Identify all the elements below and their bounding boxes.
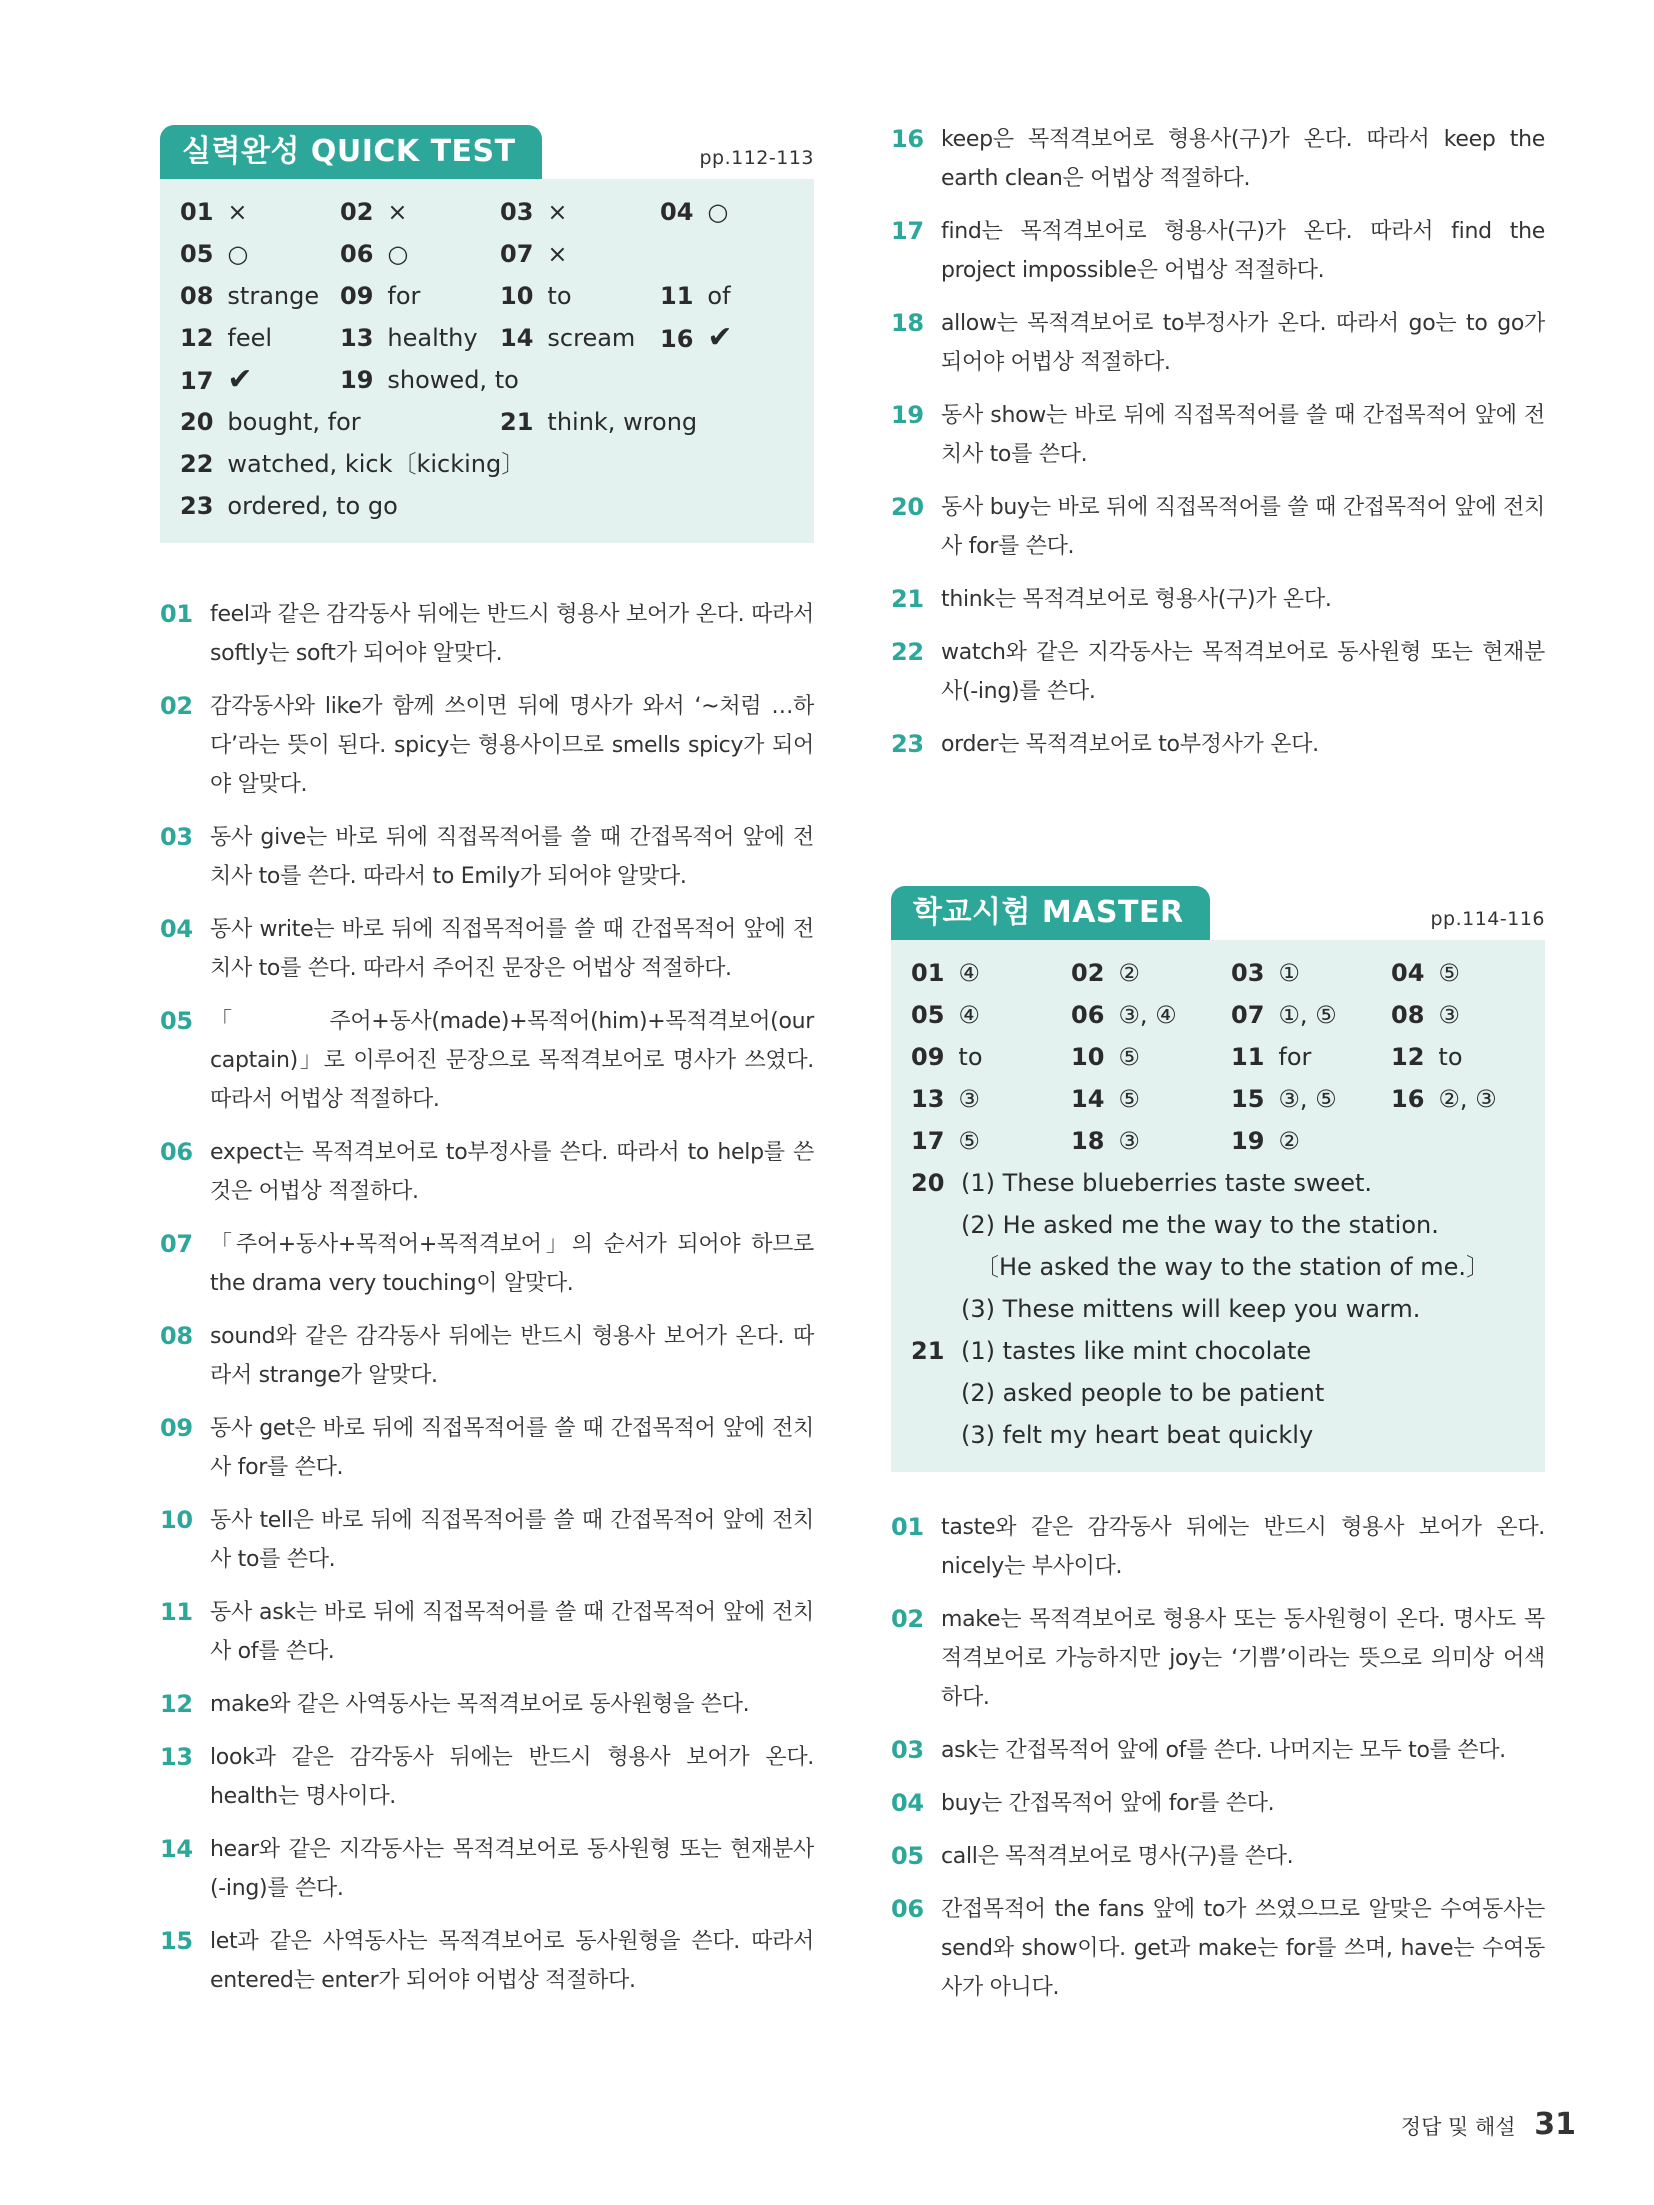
- master-written-answers: [911, 1162, 1545, 1456]
- answer-item: 14 ⑤: [1071, 1085, 1140, 1113]
- check-mark-icon: ✔: [227, 362, 253, 397]
- explanation-item: 03 ask는 간접목적어 앞에 of를 쓴다. 나머지는 모두 to를 쓴다.: [891, 1736, 1506, 1764]
- explanation-item: 03 동사 give는 바로 뒤에 직접목적어를 쓸 때 간접목적어 앞에 전치사 to를 쓴다. 따라서 to Emily가 되어야 알맞다.: [160, 823, 814, 889]
- master-section: [891, 886, 1545, 2007]
- quick-test-answer-grid: [180, 191, 814, 527]
- explanation-item: 05 call은 목적격보어로 명사(구)를 쓴다.: [891, 1842, 1294, 1870]
- answer-item: 11 for: [1231, 1043, 1312, 1071]
- answer-item: 23 ordered, to go: [180, 492, 398, 520]
- answer-item: 13 ③: [911, 1085, 980, 1113]
- quick-test-answer-box: [160, 179, 814, 543]
- page-number: 31: [1534, 2107, 1576, 2142]
- answer-item: 02 ②: [1071, 959, 1140, 987]
- explanation-item: 04 buy는 간접목적어 앞에 for를 쓴다.: [891, 1789, 1275, 1817]
- master-header: [891, 886, 1545, 940]
- explanation-item: 06 간접목적어 the fans 앞에 to가 쓰였으므로 알맞은 수여동사는 send와 show이다. get과 make는 for를 쓰며, have는 수여동사가 아니다.: [891, 1895, 1545, 2000]
- master-title: 학교시험 MASTER: [891, 886, 1210, 940]
- quick-test-pages: pp.112-113: [699, 147, 814, 169]
- answer-item: 06 ③, ④: [1071, 1001, 1177, 1029]
- answer-item: 10 to: [500, 282, 572, 310]
- answer-item: 08 ③: [1391, 1001, 1460, 1029]
- answer-item: 03 ×: [500, 198, 568, 226]
- written-answer-line: (2) asked people to be patient: [961, 1379, 1325, 1407]
- right-column: [891, 120, 1545, 2021]
- master-explanations: [891, 1508, 1545, 2007]
- explanation-item: 17 find는 목적격보어로 형용사(구)가 온다. 따라서 find the project impossible은 어법상 적절하다.: [891, 217, 1545, 283]
- answer-item: 05 ○: [180, 240, 249, 268]
- answer-item: 15 ③, ⑤: [1231, 1085, 1337, 1113]
- written-answer-line: 21 (1) tastes like mint chocolate: [911, 1337, 1312, 1365]
- written-answer-line: 20 (1) These blueberries taste sweet.: [911, 1169, 1373, 1197]
- explanation-item: 21 think는 목적격보어로 형용사(구)가 온다.: [891, 585, 1332, 613]
- answer-item: 16 ②, ③: [1391, 1085, 1497, 1113]
- explanation-item: 10 동사 tell은 바로 뒤에 직접목적어를 쓸 때 간접목적어 앞에 전치사 to를 쓴다.: [160, 1506, 814, 1572]
- explanation-item: 01 taste와 같은 감각동사 뒤에는 반드시 형용사 보어가 온다. nicely는 부사이다.: [891, 1513, 1545, 1579]
- page-footer: [1401, 2107, 1576, 2142]
- master-answer-box: [891, 940, 1545, 1472]
- answer-item: 12 to: [1391, 1043, 1463, 1071]
- answer-item: 17 ✔: [180, 362, 253, 397]
- written-answer-line: (3) felt my heart beat quickly: [961, 1421, 1314, 1449]
- explanation-item: 01 feel과 같은 감각동사 뒤에는 반드시 형용사 보어가 온다. 따라서 softly는 soft가 되어야 알맞다.: [160, 600, 814, 666]
- answer-item: 11 of: [660, 282, 731, 310]
- check-mark-icon: ✔: [707, 320, 733, 355]
- explanation-item: 20 동사 buy는 바로 뒤에 직접목적어를 쓸 때 간접목적어 앞에 전치사 for를 쓴다.: [891, 493, 1545, 559]
- explanation-item: 08 sound와 같은 감각동사 뒤에는 반드시 형용사 보어가 온다. 따라서 strange가 알맞다.: [160, 1322, 814, 1388]
- answer-item: 01 ④: [911, 959, 980, 987]
- answer-item: 08 strange: [180, 282, 320, 310]
- explanation-item: 23 order는 목적격보어로 to부정사가 온다.: [891, 730, 1319, 758]
- explanation-item: 15 let과 같은 사역동사는 목적격보어로 동사원형을 쓴다. 따라서 entered는 enter가 되어야 어법상 적절하다.: [160, 1927, 814, 1993]
- explanation-item: 22 watch와 같은 지각동사는 목적격보어로 동사원형 또는 현재분사(-ing)를 쓴다.: [891, 638, 1545, 704]
- answer-item: 07 ①, ⑤: [1231, 1001, 1337, 1029]
- explanation-item: 04 동사 write는 바로 뒤에 직접목적어를 쓸 때 간접목적어 앞에 전치사 to를 쓴다. 따라서 주어진 문장은 어법상 적절하다.: [160, 915, 814, 981]
- quick-test-explanations: [160, 595, 814, 2000]
- written-answer-line: (3) These mittens will keep you warm.: [961, 1295, 1421, 1323]
- quick-test-header: [160, 125, 814, 179]
- quick-test-explanations-continued: [891, 120, 1545, 764]
- answer-item: 01 ×: [180, 198, 248, 226]
- explanation-item: 02 make는 목적격보어로 형용사 또는 동사원형이 온다. 명사도 목적격보어로 가능하지만 joy는 ‘기쁨’이라는 뜻으로 의미상 어색하다.: [891, 1605, 1545, 1710]
- left-column: [160, 125, 814, 2014]
- explanation-item: 02 감각동사와 like가 함께 쓰이면 뒤에 명사가 와서 ‘~처럼 …하다’라는 뜻이 된다. spicy는 형용사이므로 smells spicy가 되어야 알맞다.: [160, 692, 814, 797]
- answer-item: 07 ×: [500, 240, 568, 268]
- answer-item: 09 to: [911, 1043, 983, 1071]
- master-answer-grid: [911, 952, 1545, 1162]
- answer-item: 17 ⑤: [911, 1127, 980, 1155]
- answer-item: 02 ×: [340, 198, 408, 226]
- explanation-item: 07 「주어+동사+목적어+목적격보어」의 순서가 되어야 하므로 the drama very touching이 알맞다.: [160, 1230, 814, 1296]
- answer-item: 04 ⑤: [1391, 959, 1460, 987]
- answer-item: 14 scream: [500, 324, 636, 352]
- explanation-item: 14 hear와 같은 지각동사는 목적격보어로 동사원형 또는 현재분사(-ing)를 쓴다.: [160, 1835, 814, 1901]
- explanation-item: 09 동사 get은 바로 뒤에 직접목적어를 쓸 때 간접목적어 앞에 전치사 for를 쓴다.: [160, 1414, 814, 1480]
- answer-item: 19 ②: [1231, 1127, 1300, 1155]
- answer-item: 21 think, wrong: [500, 408, 698, 436]
- answer-item: 05 ④: [911, 1001, 980, 1029]
- answer-item: 03 ①: [1231, 959, 1300, 987]
- explanation-item: 16 keep은 목적격보어로 형용사(구)가 온다. 따라서 keep the earth clean은 어법상 적절하다.: [891, 125, 1545, 191]
- answer-empty: [660, 233, 814, 275]
- explanation-item: 13 look과 같은 감각동사 뒤에는 반드시 형용사 보어가 온다. health는 명사이다.: [160, 1743, 814, 1809]
- answer-item: 12 feel: [180, 324, 273, 352]
- answer-item: 19 showed, to: [340, 366, 519, 394]
- answer-item: 10 ⑤: [1071, 1043, 1140, 1071]
- answer-item: 16 ✔: [660, 320, 733, 355]
- explanation-item: 06 expect는 목적격보어로 to부정사를 쓴다. 따라서 to help를 쓴 것은 어법상 적절하다.: [160, 1138, 814, 1204]
- answer-item: 20 bought, for: [180, 408, 361, 436]
- explanation-item: 19 동사 show는 바로 뒤에 직접목적어를 쓸 때 간접목적어 앞에 전치사 to를 쓴다.: [891, 401, 1545, 467]
- quick-test-title: 실력완성 QUICK TEST: [160, 125, 542, 179]
- answer-item: 18 ③: [1071, 1127, 1140, 1155]
- answer-item: 22 watched, kick〔kicking〕: [180, 450, 526, 478]
- answer-item: 13 healthy: [340, 324, 478, 352]
- explanation-item: 11 동사 ask는 바로 뒤에 직접목적어를 쓸 때 간접목적어 앞에 전치사 of를 쓴다.: [160, 1598, 814, 1664]
- master-pages: pp.114-116: [1430, 908, 1545, 930]
- answer-item: 09 for: [340, 282, 421, 310]
- written-answer-line: (2) He asked me the way to the station.: [961, 1211, 1439, 1239]
- answer-empty: [660, 359, 814, 401]
- written-answer-line: 〔He asked the way to the station of me.〕: [975, 1253, 1491, 1281]
- explanation-item: 12 make와 같은 사역동사는 목적격보어로 동사원형을 쓴다.: [160, 1690, 750, 1718]
- explanation-item: 18 allow는 목적격보어로 to부정사가 온다. 따라서 go는 to go가 되어야 어법상 적절하다.: [891, 309, 1545, 375]
- answer-item: 06 ○: [340, 240, 409, 268]
- explanation-item: 05 「주어+동사(made)+목적어(him)+목적격보어(our captain)」로 이루어진 문장으로 목적격보어로 명사가 쓰였다. 따라서 어법상 적절하다.: [160, 1007, 814, 1112]
- footer-label: 정답 및 해설: [1400, 2115, 1516, 2139]
- answer-empty: [1391, 1120, 1545, 1162]
- answer-item: 04 ○: [660, 198, 729, 226]
